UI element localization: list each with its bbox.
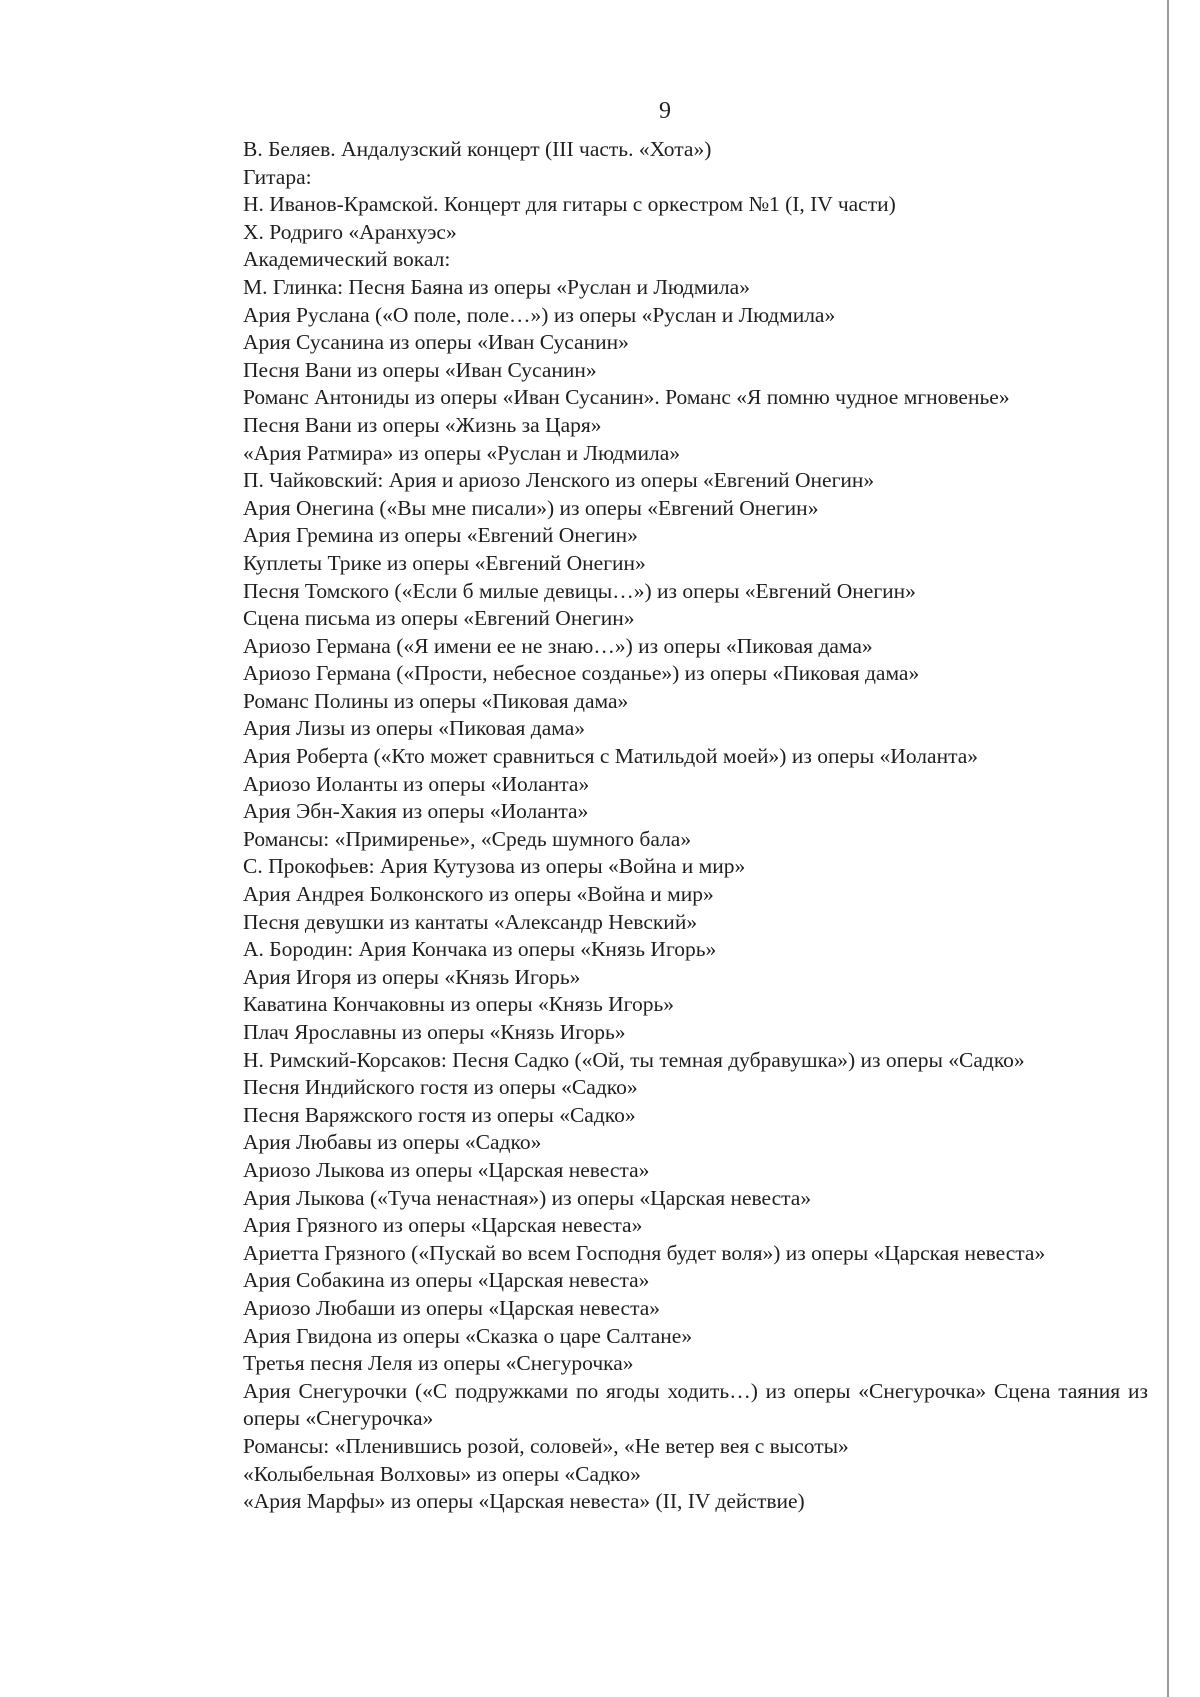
text-line: Н. Римский-Корсаков: Песня Садко («Ой, ты темная дубравушка») из оперы «Садко» <box>243 1047 1025 1072</box>
text-line: Сцена письма из оперы «Евгений Онегин» <box>243 606 635 631</box>
text-line: Ариозо Любаши из оперы «Царская невеста» <box>243 1295 661 1320</box>
text-line: Ариозо Иоланты из оперы «Иоланта» <box>243 771 590 796</box>
text-line: Ария Лизы из оперы «Пиковая дама» <box>243 716 585 741</box>
text-line: «Ария Марфы» из оперы «Царская невеста» (II, IV действие) <box>243 1489 805 1514</box>
text-line: Ариозо Лыкова из оперы «Царская невеста» <box>243 1157 650 1182</box>
text-line: П. Чайковский: Ария и ариозо Ленского из оперы «Евгений Онегин» <box>243 468 875 493</box>
text-line: Ария Снегурочки («С подружками по ягоды ходить…) из оперы «Снегурочка» Сцена таяния из оперы «Снегурочка» <box>243 1378 1148 1431</box>
text-line: «Колыбельная Волховы» из оперы «Садко» <box>243 1461 641 1486</box>
text-line: Песня Варяжского гостя из оперы «Садко» <box>243 1102 636 1127</box>
text-line: А. Бородин: Ария Кончака из оперы «Князь Игорь» <box>243 937 717 962</box>
text-line: Песня Томского («Если б милые девицы…») из оперы «Евгений Онегин» <box>243 578 916 603</box>
text-line: Ария Лыкова («Туча ненастная») из оперы «Царская невеста» <box>243 1185 812 1210</box>
text-line: Ариозо Германа («Прости, небесное созданье») из оперы «Пиковая дама» <box>243 661 920 686</box>
text-line: Каватина Кончаковны из оперы «Князь Игорь» <box>243 992 675 1017</box>
document-body <box>168 136 1148 1516</box>
text-line: Песня девушки из кантаты «Александр Невский» <box>243 909 698 934</box>
text-line: Ария Роберта («Кто может сравниться с Матильдой моей») из оперы «Иоланта» <box>243 744 979 769</box>
text-line: «Ария Ратмира» из оперы «Руслан и Людмила» <box>243 440 681 465</box>
text-line: Ария Андрея Болконского из оперы «Война и мир» <box>243 882 714 907</box>
text-line: Академический вокал: <box>243 247 451 272</box>
text-line: Романсы: «Пленившись розой, соловей», «Не ветер вея с высоты» <box>243 1433 849 1458</box>
text-line: Ария Сусанина из оперы «Иван Сусанин» <box>243 330 629 355</box>
page-number: 9 <box>659 98 671 124</box>
text-line: Ария Руслана («О поле, поле…») из оперы «Руслан и Людмила» <box>243 302 836 327</box>
text-line: Ария Собакина из оперы «Царская невеста» <box>243 1268 650 1293</box>
text-line: Песня Индийского гостя из оперы «Садко» <box>243 1075 638 1100</box>
text-line: Романс Антониды из оперы «Иван Сусанин». Романс «Я помню чудное мгновенье» <box>243 385 1010 410</box>
text-line: Песня Вани из оперы «Жизнь за Царя» <box>243 412 602 437</box>
text-line: Плач Ярославны из оперы «Князь Игорь» <box>243 1020 626 1044</box>
text-line: Ария Онегина («Вы мне писали») из оперы «Евгений Онегин» <box>243 495 819 520</box>
text-line: Третья песня Леля из оперы «Снегурочка» <box>243 1351 634 1376</box>
text-line: М. Глинка: Песня Баяна из оперы «Руслан и Людмила» <box>243 274 750 299</box>
text-line: Х. Родриго «Аранхуэс» <box>243 219 457 244</box>
text-line: Ария Грязного из оперы «Царская невеста» <box>243 1213 643 1238</box>
text-line: Ария Игоря из оперы «Князь Игорь» <box>243 964 581 989</box>
text-line: С. Прокофьев: Ария Кутузова из оперы «Война и мир» <box>243 854 746 879</box>
text-line: Ария Гвидона из оперы «Сказка о царе Салтане» <box>243 1323 693 1348</box>
text-line: Романсы: «Примиренье», «Средь шумного бала» <box>243 826 692 851</box>
text-line: Гитара: <box>243 164 312 189</box>
text-line: Н. Иванов-Крамской. Концерт для гитары с оркестром №1 (I, IV части) <box>243 192 896 217</box>
text-line: Романс Полины из оперы «Пиковая дама» <box>243 688 629 713</box>
text-line: Песня Вани из оперы «Иван Сусанин» <box>243 357 597 382</box>
text-line: Ария Любавы из оперы «Садко» <box>243 1130 542 1155</box>
page-right-edge <box>1167 0 1169 1697</box>
text-line: Ариозо Германа («Я имени ее не знаю…») из оперы «Пиковая дама» <box>243 633 873 658</box>
text-line: В. Беляев. Андалузский концерт (III часть. «Хота») <box>243 137 712 161</box>
text-line: Ария Эбн-Хакия из оперы «Иоланта» <box>243 799 589 824</box>
text-line: Ариетта Грязного («Пускай во всем Господня будет воля») из оперы «Царская невеста» <box>243 1240 1046 1265</box>
text-line: Куплеты Трике из оперы «Евгений Онегин» <box>243 550 646 575</box>
text-line: Ария Гремина из оперы «Евгений Онегин» <box>243 523 638 548</box>
